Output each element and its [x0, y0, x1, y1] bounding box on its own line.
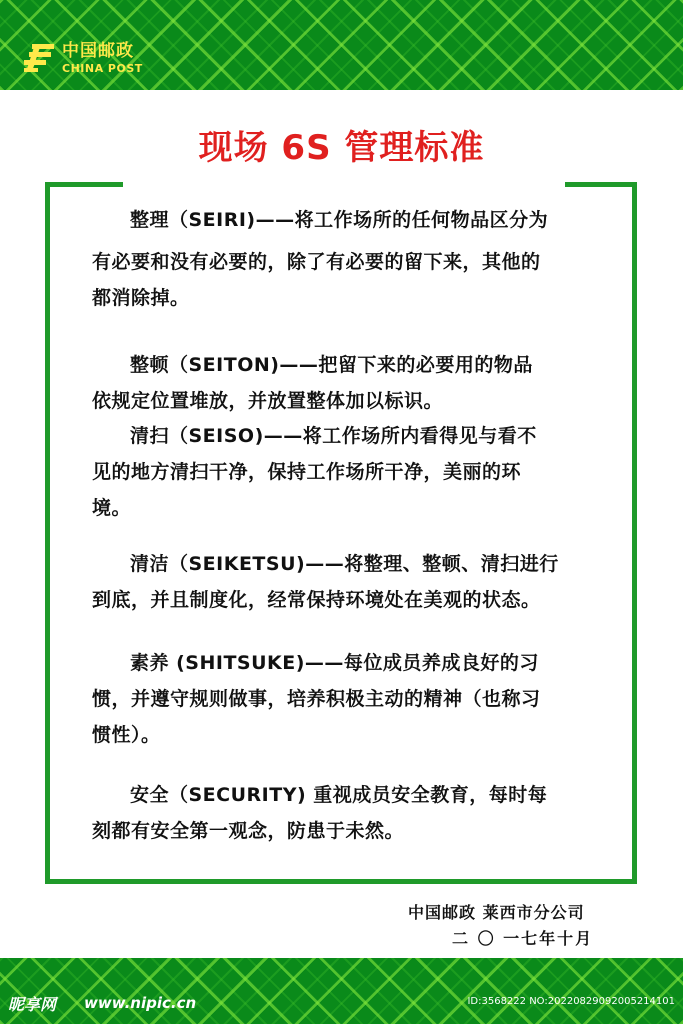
logo-english-text: CHINA POST — [62, 61, 143, 75]
section-line: 依规定位置堆放，并放置整体加以标识。 — [92, 390, 444, 412]
section-line: 境。 — [92, 497, 132, 519]
section-seiso — [92, 418, 602, 526]
watermark-site-name: 昵享网 — [8, 995, 57, 1014]
section-line: 都消除掉。 — [92, 287, 190, 309]
section-line: 有必要和没有必要的，除了有必要的留下来，其他的 — [92, 251, 541, 273]
watermark-id: ID:3568222 NO:20220829092005214101 — [467, 996, 675, 1007]
frame-top-left-bar — [45, 182, 123, 187]
china-post-logo — [22, 36, 182, 80]
section-line: 惯，并遵守规则做事，培养积极主动的精神（也称习 — [92, 688, 541, 710]
page-title: 现场 6S 管理标准 — [198, 128, 485, 168]
section-security — [92, 777, 602, 849]
section-seiton — [92, 347, 602, 419]
section-line: 安全（SECURITY) 重视成员安全教育，每时每 — [130, 784, 548, 806]
footer-date: 二 〇 一七年十月 — [452, 929, 594, 948]
section-shitsuke — [92, 645, 602, 753]
watermark-url: www.nipic.cn — [84, 994, 197, 1012]
section-seiri — [92, 202, 602, 316]
section-seiketsu — [92, 546, 602, 618]
section-line: 素养 (SHITSUKE)——每位成员养成良好的习 — [130, 652, 539, 674]
section-line: 整理（SEIRI)——将工作场所的任何物品区分为 — [130, 209, 549, 231]
section-line: 到底，并且制度化，经常保持环境处在美观的状态。 — [92, 589, 541, 611]
logo-chinese-text: 中国邮政 — [62, 40, 134, 61]
section-line: 见的地方清扫干净，保持工作场所干净，美丽的环 — [92, 461, 522, 483]
section-line: 清扫（SEISO)——将工作场所内看得见与看不 — [130, 425, 537, 447]
china-post-emblem-icon — [22, 41, 56, 75]
footer-organization: 中国邮政 莱西市分公司 — [408, 903, 585, 922]
section-line: 整顿（SEITON)——把留下来的必要用的物品 — [130, 354, 533, 376]
section-line: 刻都有安全第一观念，防患于未然。 — [92, 820, 405, 842]
bottom-pattern-band — [0, 958, 683, 1024]
section-line: 惯性）。 — [92, 724, 161, 746]
frame-top-right-bar — [565, 182, 637, 187]
section-line: 清洁（SEIKETSU)——将整理、整顿、清扫进行 — [130, 553, 559, 575]
